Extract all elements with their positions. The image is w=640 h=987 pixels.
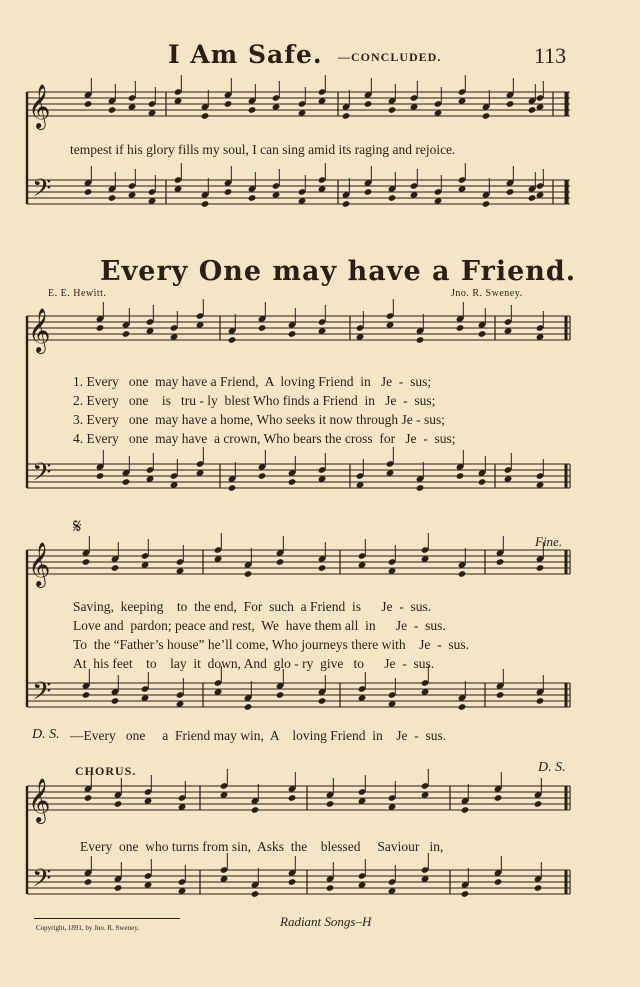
treble-4-notehead xyxy=(251,806,260,814)
bass-3-notehead xyxy=(496,691,505,699)
song-title: Every One may have a Friend. xyxy=(100,256,577,287)
bass-1-notehead xyxy=(248,194,257,202)
treble-3-notehead xyxy=(496,558,505,566)
ds-marker: D. S. xyxy=(32,727,60,742)
treble-2-notehead xyxy=(478,330,487,338)
bass-3-notehead xyxy=(318,697,327,705)
treble-2-notehead xyxy=(258,324,267,332)
treble-1-notehead xyxy=(201,112,210,120)
ds-lyric: —Every one a Friend may win, A loving Friend in Je - sus. xyxy=(70,728,447,743)
chorus-verse-line-4: At his feet to lay it down, And glo - ry give to Je - sus. xyxy=(73,656,435,671)
treble-3-notehead xyxy=(318,564,327,572)
bass-clef: 𝄢 xyxy=(32,458,52,493)
treble-1-notehead xyxy=(84,100,93,108)
segno-sign: 𝄋 xyxy=(73,516,82,538)
treble-2-notehead xyxy=(416,336,425,344)
treble-4-notehead xyxy=(84,794,93,802)
bass-4-notehead xyxy=(494,878,503,886)
bass-4-notehead xyxy=(326,884,335,892)
bass-2-notehead xyxy=(416,484,425,492)
bass-4-notehead xyxy=(461,890,470,898)
verse-line-3: 3. Every one may have a home, Who seeks it now through Je - sus; xyxy=(73,412,446,427)
treble-clef: 𝄞 xyxy=(28,778,51,822)
lyricist-credit: E. E. Hewitt. xyxy=(48,288,107,299)
bass-1-notehead xyxy=(342,200,351,208)
treble-4-notehead xyxy=(534,800,543,808)
book-source: Radiant Songs–H xyxy=(280,914,372,929)
chorus-ds-mark: D. S. xyxy=(538,760,566,775)
bass-4-notehead xyxy=(84,878,93,886)
chorus-label: CHORUS. xyxy=(75,764,137,778)
treble-4-notehead xyxy=(288,794,297,802)
treble-3-notehead xyxy=(82,558,91,566)
treble-1-notehead xyxy=(388,106,397,114)
verse-line-4: 4. Every one may have a crown, Who bears the cross for Je - sus; xyxy=(73,431,456,446)
chorus-verse-line-3: To the “Father’s house” he’ll come, Who journeys there with Je - sus. xyxy=(73,637,469,652)
bass-2-notehead xyxy=(456,472,465,480)
treble-1-notehead xyxy=(224,100,233,108)
chorus-lyric: Every one who turns from sin, Asks the blessed Saviour in, xyxy=(80,839,444,854)
system1-lyric: tempest if his glory fills my soul, I can sing amid its raging and rejoice. xyxy=(70,142,456,157)
bass-3-notehead xyxy=(82,691,91,699)
bass-2-notehead xyxy=(288,478,297,486)
bass-3-notehead xyxy=(276,691,285,699)
bass-clef: 𝄢 xyxy=(32,864,52,899)
treble-4-notehead xyxy=(494,794,503,802)
bass-1-notehead xyxy=(224,188,233,196)
bass-1-notehead xyxy=(201,200,210,208)
treble-3-notehead xyxy=(244,570,253,578)
bass-4-notehead xyxy=(534,884,543,892)
verse-line-1: 1. Every one may have a Friend, A loving Friend in Je - sus; xyxy=(73,374,432,389)
bass-clef: 𝄢 xyxy=(32,174,52,209)
bass-3-notehead xyxy=(536,697,545,705)
composer-credit: Jno. R. Sweney. xyxy=(451,288,523,299)
treble-1-notehead xyxy=(506,100,515,108)
treble-3-notehead xyxy=(276,558,285,566)
bass-1-notehead xyxy=(108,194,117,202)
treble-1-notehead xyxy=(528,106,537,114)
continued-hymn-title: I Am Safe. xyxy=(168,40,323,69)
bass-2-notehead xyxy=(478,478,487,486)
treble-clef: 𝄞 xyxy=(28,84,51,128)
fine-label: Fine. xyxy=(535,534,563,549)
treble-clef: 𝄞 xyxy=(28,308,51,352)
chorus-verse-line-1: Saving, keeping to the end, For such a Friend is Je - sus. xyxy=(73,599,432,614)
bass-3-notehead xyxy=(111,697,120,705)
treble-2-notehead xyxy=(288,330,297,338)
bass-3-notehead xyxy=(244,703,253,711)
treble-2-notehead xyxy=(228,336,237,344)
treble-3-notehead xyxy=(458,570,467,578)
treble-4-notehead xyxy=(461,806,470,814)
bass-2-notehead xyxy=(96,472,105,480)
bass-clef: 𝄢 xyxy=(32,677,52,712)
bass-1-notehead xyxy=(506,188,515,196)
copyright-rule xyxy=(34,918,180,919)
bass-4-notehead xyxy=(288,878,297,886)
continued-hymn-subtitle: —CONCLUDED. xyxy=(338,50,442,64)
treble-1-notehead xyxy=(342,112,351,120)
treble-1-notehead xyxy=(364,100,373,108)
chorus-verse-line-2: Love and pardon; peace and rest, We have them all in Je - sus. xyxy=(73,618,446,633)
bass-3-notehead xyxy=(458,703,467,711)
treble-2-notehead xyxy=(96,324,105,332)
treble-2-notehead xyxy=(122,330,131,338)
bass-2-notehead xyxy=(228,484,237,492)
page-number: 113 xyxy=(534,43,567,68)
treble-2-notehead xyxy=(456,324,465,332)
treble-3-notehead xyxy=(111,564,120,572)
treble-1-notehead xyxy=(482,112,491,120)
treble-4-notehead xyxy=(114,800,123,808)
bass-1-notehead xyxy=(528,194,537,202)
bass-4-notehead xyxy=(114,884,123,892)
treble-3-notehead xyxy=(536,564,545,572)
treble-1-notehead xyxy=(108,106,117,114)
bass-4-notehead xyxy=(251,890,260,898)
copyright-notice: Copyright, 1891, by Jno. R. Sweney. xyxy=(36,924,139,932)
bass-2-notehead xyxy=(258,472,267,480)
bass-1-notehead xyxy=(482,200,491,208)
treble-clef: 𝄞 xyxy=(28,542,51,586)
bass-1-notehead xyxy=(388,194,397,202)
bass-2-notehead xyxy=(122,478,131,486)
treble-1-notehead xyxy=(248,106,257,114)
treble-4-notehead xyxy=(326,800,335,808)
bass-1-notehead xyxy=(364,188,373,196)
verse-line-2: 2. Every one is tru - ly blest Who finds a Friend in Je - sus; xyxy=(73,393,436,408)
bass-1-notehead xyxy=(84,188,93,196)
